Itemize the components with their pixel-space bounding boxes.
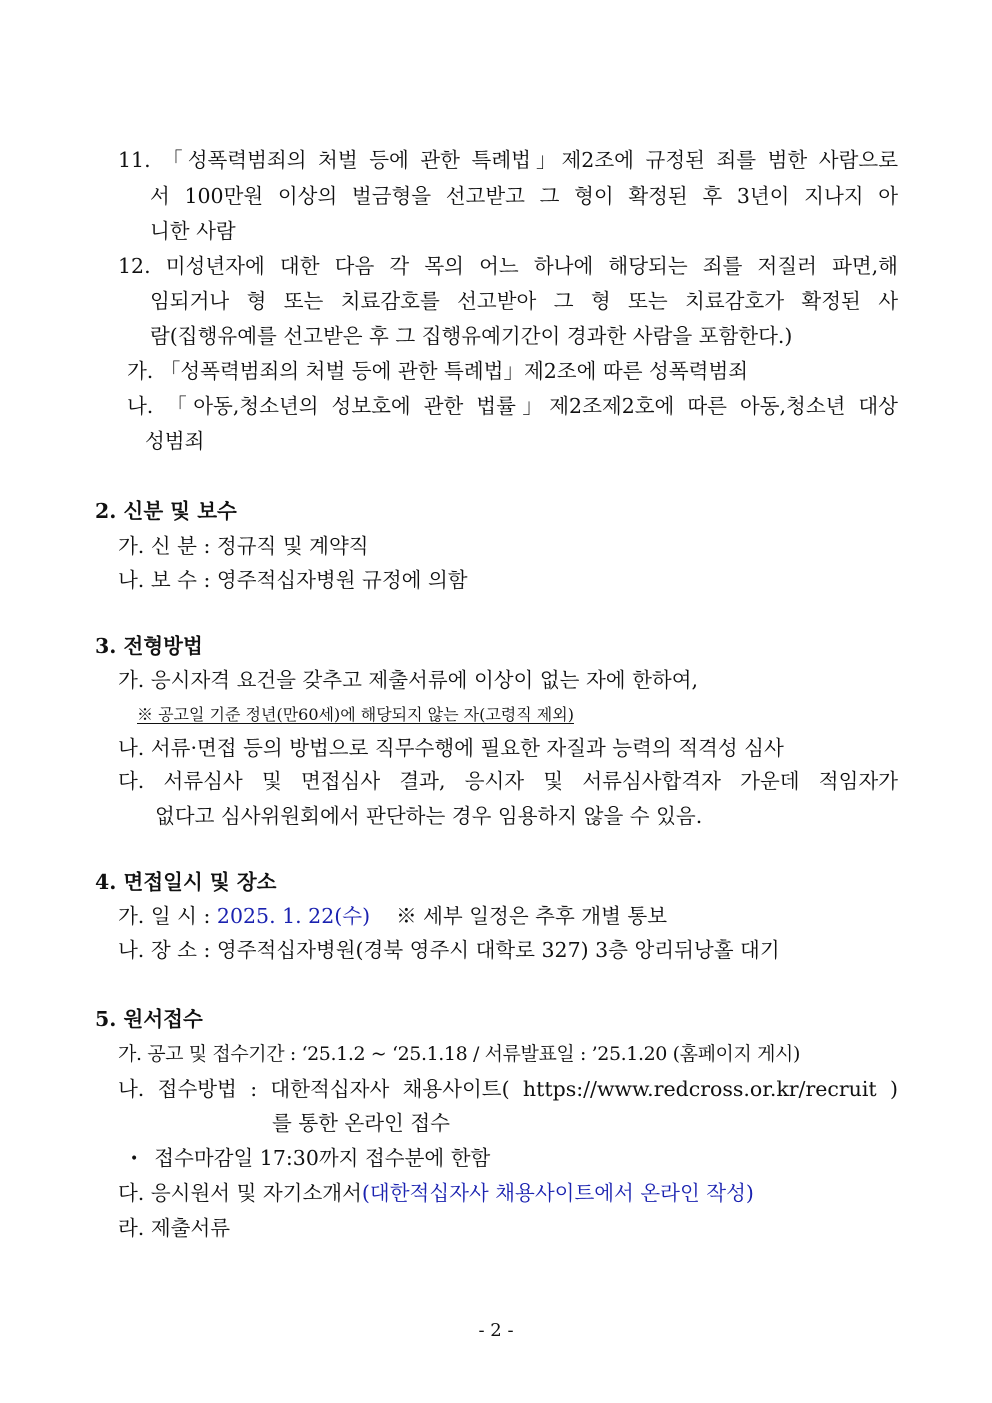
section-5-item-d: 라. 제출서류 xyxy=(118,1216,231,1240)
item-11-line-2: 서 100만원 이상의 벌금형을 선고받고 그 형이 확정된 후 3년이 지나지 아 xyxy=(150,184,898,208)
section-5-title: 5. 원서접수 xyxy=(95,1007,203,1031)
page-number: - 2 - xyxy=(478,1320,514,1341)
item-11-line-1: 11. 「성폭력범죄의 처벌 등에 관한 특례법」제2조에 규정된 죄를 범한 사람으로 xyxy=(118,148,898,172)
section-3-item-c-line-2: 없다고 심사위원회에서 판단하는 경우 임용하지 않을 수 있음. xyxy=(155,804,703,828)
section-3-title: 3. 전형방법 xyxy=(95,634,203,658)
application-form-label: 다. 응시원서 및 자기소개서 xyxy=(118,1181,362,1205)
section-4-item-a xyxy=(118,903,667,929)
interview-date: 2025. 1. 22(수) xyxy=(216,904,371,928)
section-2-item-a: 가. 신 분 : 정규직 및 계약직 xyxy=(118,534,369,558)
item-12-sub-ga: 가. 「성폭력범죄의 처벌 등에 관한 특례법」제2조에 따른 성폭력범죄 xyxy=(127,359,749,383)
item-12-sub-na-line-2: 성범죄 xyxy=(145,429,205,453)
section-3-item-b: 나. 서류·면접 등의 방법으로 직무수행에 필요한 자질과 능력의 적격성 심사 xyxy=(118,736,784,760)
section-2-item-b: 나. 보 수 : 영주적십자병원 규정에 의함 xyxy=(118,568,468,592)
section-4-title: 4. 면접일시 및 장소 xyxy=(95,870,277,894)
section-2-title: 2. 신분 및 보수 xyxy=(95,499,237,523)
section-4-item-b: 나. 장 소 : 영주적십자병원(경북 영주시 대학로 327) 3층 앙리뒤낭홀 대기 xyxy=(118,938,780,962)
item-11-line-3: 니한 사람 xyxy=(150,219,236,243)
section-3-item-a: 가. 응시자격 요건을 갖추고 제출서류에 이상이 없는 자에 한하여, xyxy=(118,668,699,692)
interview-date-note: ※ 세부 일정은 추후 개별 통보 xyxy=(396,904,667,928)
item-12-line-3: 람(집행유예를 선고받은 후 그 집행유예기간이 경과한 사람을 포함한다.) xyxy=(150,324,793,348)
section-5-bullet-line xyxy=(130,1145,490,1172)
section-3-item-c-line-1: 다. 서류심사 및 면접심사 결과, 응시자 및 서류심사합격자 가운데 적임자가 xyxy=(118,769,898,793)
interview-date-label: 가. 일 시 : xyxy=(118,904,217,928)
item-12-sub-na-line-1: 나. 「아동,청소년의 성보호에 관한 법률」제2조제2호에 따른 아동,청소년 대상 xyxy=(127,394,898,418)
section-3-note: ※ 공고일 기준 정년(만60세)에 해당되지 않는 자(고령직 제외) xyxy=(137,705,574,724)
section-5-item-c xyxy=(118,1180,754,1206)
item-12-line-2: 임되거나 형 또는 치료감호를 선고받아 그 형 또는 치료감호가 확정된 사 xyxy=(150,289,898,313)
bullet-icon: • xyxy=(130,1151,139,1167)
item-12-line-1: 12. 미성년자에 대한 다음 각 목의 어느 하나에 해당되는 죄를 저질러 파면,해 xyxy=(118,254,898,278)
section-5-item-b-line-1: 나. 접수방법 : 대한적십자사 채용사이트( https://www.redcross.or.kr/recruit ) xyxy=(118,1077,898,1101)
application-form-note: (대한적십자사 채용사이트에서 온라인 작성) xyxy=(361,1181,754,1205)
section-5-item-b-line-2: 를 통한 온라인 접수 xyxy=(272,1111,450,1135)
section-5-item-a: 가. 공고 및 접수기간 : ‘25.1.2 ~ ‘25.1.18 / 서류발표일 : ’25.1.20 (홈페이지 게시) xyxy=(118,1043,801,1065)
deadline-note: 접수마감일 17:30까지 접수분에 한함 xyxy=(154,1146,491,1170)
